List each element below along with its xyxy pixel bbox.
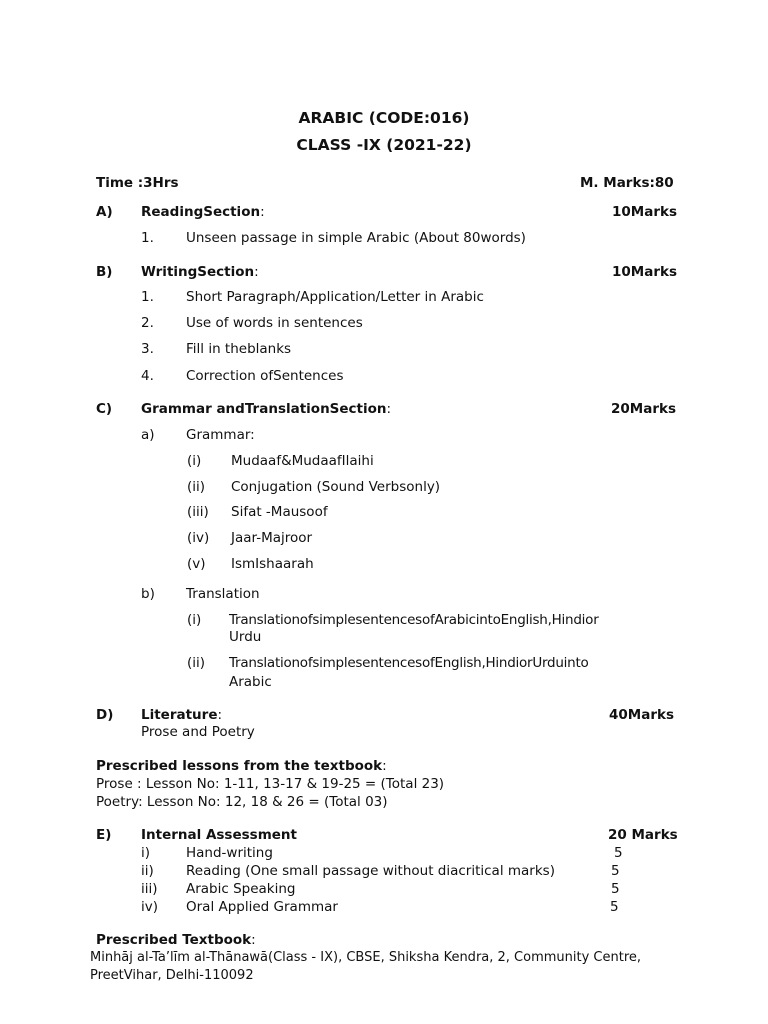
max-marks-label: M. Marks:80	[580, 175, 674, 191]
section-letter: E)	[96, 827, 112, 843]
section-marks: 20 Marks	[608, 827, 678, 843]
section-letter: A)	[96, 204, 113, 220]
textbook-heading	[96, 931, 256, 949]
item-text: Fill in theblanks	[186, 341, 292, 357]
page-title: ARABIC (CODE:016)	[298, 109, 470, 127]
item-number: ii)	[141, 863, 154, 879]
section-colon: :	[260, 204, 265, 220]
subsection-title: Grammar:	[186, 427, 255, 443]
textbook-line: PreetVihar, Delhi-110092	[90, 968, 254, 983]
item-number: iv)	[141, 899, 159, 915]
item-text: Conjugation (Sound Verbsonly)	[231, 479, 441, 495]
section-heading	[141, 706, 222, 724]
item-text: Reading (One small passage without diacritical marks)	[186, 863, 555, 879]
section-letter: D)	[96, 707, 114, 723]
section-letter: B)	[96, 264, 113, 280]
item-number: (ii)	[187, 655, 206, 671]
item-number: 3.	[141, 341, 154, 357]
item-marks: 5	[611, 863, 620, 879]
poetry-lessons: Poetry: Lesson No: 12, 18 & 26 = (Total 03)	[96, 794, 388, 810]
section-marks: 10Marks	[612, 204, 678, 220]
section-marks: 10Marks	[612, 264, 678, 280]
heading-colon: :	[382, 758, 387, 774]
item-text: Arabic Speaking	[186, 881, 296, 897]
item-number: (v)	[187, 556, 206, 572]
item-number: 2.	[141, 315, 154, 331]
item-number: 1.	[141, 230, 154, 246]
item-marks: 5	[611, 881, 620, 897]
item-number: (i)	[187, 453, 202, 469]
section-marks: 40Marks	[609, 707, 675, 723]
subsection-label: b)	[141, 586, 155, 602]
section-heading	[141, 400, 391, 418]
item-text: Mudaaf&MudaafIlaihi	[231, 453, 374, 469]
item-marks: 5	[610, 899, 619, 915]
section-heading	[141, 203, 265, 221]
item-text: Unseen passage in simple Arabic (About 80words)	[186, 230, 526, 246]
section-marks: 20Marks	[611, 401, 677, 417]
item-text: TranslationofsimplesentencesofEnglish,HindiorUrduinto	[229, 655, 589, 671]
section-name: WritingSection	[141, 264, 255, 280]
item-text: Urdu	[229, 629, 262, 645]
item-number: i)	[141, 845, 151, 861]
subsection-title: Translation	[186, 586, 260, 602]
item-text: Short Paragraph/Application/Letter in Arabic	[186, 289, 484, 305]
section-colon: :	[254, 264, 259, 280]
item-marks: 5	[614, 845, 623, 861]
item-text: Jaar-Majroor	[231, 530, 313, 546]
textbook-line: Minhāj al-Ta’līm al-Thānawā(Class - IX), CBSE, Shiksha Kendra, 2, Community Centre,	[90, 950, 642, 965]
prose-lessons: Prose : Lesson No: 1-11, 13-17 & 19-25 = (Total 23)	[96, 776, 445, 792]
page-subtitle: CLASS -IX (2021-22)	[296, 136, 472, 154]
heading-text: Prescribed lessons from the textbook	[96, 758, 383, 774]
heading-text: Prescribed Textbook	[96, 932, 252, 948]
section-name: Grammar andTranslationSection	[141, 401, 387, 417]
item-text: Oral Applied Grammar	[186, 899, 338, 915]
heading-colon: :	[251, 932, 256, 948]
item-text: Arabic	[229, 674, 272, 690]
item-text: Sifat -Mausoof	[231, 504, 328, 520]
item-number: 1.	[141, 289, 154, 305]
section-name: Internal Assessment	[141, 827, 297, 843]
item-number: (iii)	[187, 504, 209, 520]
subsection-label: a)	[141, 427, 155, 443]
section-colon: :	[217, 707, 223, 723]
time-label: Time :3Hrs	[96, 175, 179, 191]
item-number: (iv)	[187, 530, 210, 546]
section-name: ReadingSection	[141, 204, 261, 220]
item-number: (ii)	[187, 479, 206, 495]
section-letter: C)	[96, 401, 113, 417]
item-text: Use of words in sentences	[186, 315, 363, 331]
section-heading	[141, 263, 259, 281]
prescribed-lessons-heading	[96, 757, 387, 775]
section-subtitle: Prose and Poetry	[141, 724, 255, 740]
item-number: (i)	[187, 612, 202, 628]
item-number: iii)	[141, 881, 158, 897]
item-text: IsmIshaarah	[231, 556, 314, 572]
item-number: 4.	[141, 368, 154, 384]
item-text: Hand-writing	[186, 845, 273, 861]
item-text: TranslationofsimplesentencesofArabicintoEnglish,Hindior	[229, 612, 599, 628]
section-colon: :	[386, 401, 392, 417]
section-name: Literature	[141, 707, 218, 723]
item-text: Correction ofSentences	[186, 368, 344, 384]
